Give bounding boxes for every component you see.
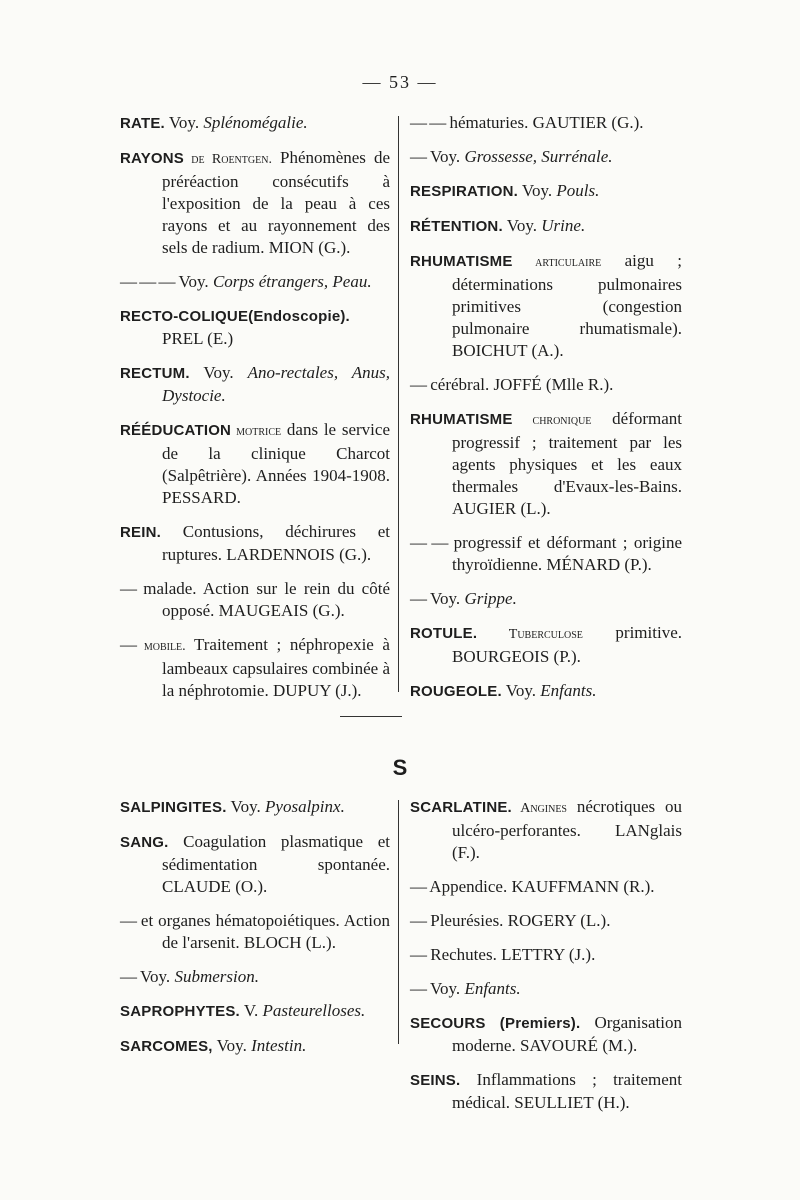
entry-text: Pleurésies. ROGERY (L.). (426, 911, 611, 930)
entry-dash: — (120, 579, 136, 598)
entry-dash: — (120, 635, 136, 654)
entry-reference: Corps étrangers, Peau. (212, 272, 372, 291)
entry-text: Voy. (502, 216, 542, 235)
index-entry (410, 532, 682, 576)
entry-headword: RAYONS (120, 150, 184, 167)
index-entry (120, 1035, 390, 1058)
entry-headword: SALPINGITES. (120, 799, 227, 816)
index-entry (410, 910, 682, 932)
index-entry (410, 978, 682, 1000)
entry-headword: RECTUM. (120, 365, 190, 382)
entry-text: primitive. BOURGEOIS (P.). (452, 623, 682, 666)
index-entry (410, 680, 682, 703)
entry-headword: RESPIRATION. (410, 183, 518, 200)
entry-headword: RÉÉDUCATION (120, 422, 232, 439)
entry-dash: — (120, 911, 136, 930)
entry-dash: — (410, 911, 426, 930)
index-entry (410, 112, 682, 134)
entry-headword: SANG. (120, 834, 169, 851)
entry-text: Voy. (212, 1036, 252, 1055)
index-entry (120, 419, 390, 509)
entry-text: Voy. (426, 147, 465, 166)
entry-dash: — — — (120, 272, 175, 291)
entry-qualifier: chronique (512, 413, 592, 428)
entry-dash: — (410, 375, 426, 394)
index-entry (120, 831, 390, 898)
entry-dash: — (410, 877, 426, 896)
entry-reference: Enfants. (540, 681, 597, 700)
index-entry (120, 634, 390, 702)
entry-headword: ROUGEOLE. (410, 683, 502, 700)
entry-text: Voy. (517, 181, 557, 200)
index-entry (410, 588, 682, 610)
entry-dash: — (120, 967, 136, 986)
index-entry (410, 408, 682, 520)
entry-reference: Ano-rectales, Anus, Dystocie. (162, 363, 390, 405)
index-entry (120, 362, 390, 407)
entry-text: Voy. (189, 363, 248, 382)
index-entry (410, 622, 682, 668)
entry-text: dans le service de la clinique Charcot (Salpêtrière). Années 1904-1908. PESSARD. (162, 420, 390, 507)
entry-headword: SAPROPHYTES. (120, 1003, 240, 1020)
entry-text: Traitement ; néphropexie à lambeaux capsulaires combinée à la néphrotomie. DUPUY (J.). (162, 635, 390, 700)
entry-text: aigu ; déterminations pulmonaires primitives (congestion pulmonaire rhumatismale). BOICHUT (A.). (452, 251, 683, 360)
entry-text: Phénomènes de préréaction consécutifs à l'exposition de la peau à ces rayons et au rayonnement des sels de radium. MION (G.). (162, 148, 390, 257)
entry-dash: — (410, 979, 426, 998)
entry-headword: RHUMATISME (410, 253, 513, 270)
entry-dash: — (410, 147, 426, 166)
entry-reference: Grossesse, Surrénale. (464, 147, 613, 166)
entry-text: Voy. (226, 797, 266, 816)
index-entry (120, 578, 390, 622)
entry-reference: Enfants. (464, 979, 521, 998)
index-entry (120, 112, 390, 135)
entry-text: Inflammations ; traitement médical. SEULLIET (H.). (452, 1070, 682, 1112)
column-divider-bottom (398, 800, 399, 1044)
entry-qualifier: Angines (511, 801, 567, 816)
index-column-r-right (410, 112, 682, 715)
index-entry (410, 250, 682, 362)
column-divider-top (398, 116, 399, 692)
entry-headword: SECOURS (Premiers). (410, 1015, 581, 1032)
entry-text: Coagulation plasmatique et sédimentation spontanée. CLAUDE (O.). (162, 832, 390, 896)
entry-text: Organisation moderne. SAVOURÉ (M.). (452, 1013, 682, 1055)
entry-dash: — (410, 945, 426, 964)
entry-text: nécrotiques ou ulcéro-perforantes. LANglais (F.). (452, 797, 682, 862)
entry-text: Voy. (164, 113, 204, 132)
entry-text: Appendice. KAUFFMANN (R.). (426, 877, 655, 896)
index-entry (410, 146, 682, 168)
entry-reference: Pouls. (556, 181, 600, 200)
section-separator (340, 716, 402, 717)
index-entry (120, 966, 390, 988)
index-entry (120, 910, 390, 954)
entry-dash: — — (410, 533, 448, 552)
entry-headword: RHUMATISME (410, 411, 513, 428)
entry-text: Voy. (426, 589, 465, 608)
index-entry (120, 521, 390, 566)
entry-reference: Pasteurelloses. (262, 1001, 366, 1020)
entry-text: déformant progressif ; traitement par les agents physiques et les eaux thermales d'Evaux-les-Bains. AUGIER (L.). (452, 409, 683, 518)
entry-text: cérébral. JOFFÉ (Mlle R.). (426, 375, 614, 394)
index-entry (410, 1069, 682, 1114)
entry-qualifier: Tuberculose (477, 627, 583, 642)
index-column-r-left (120, 112, 390, 714)
entry-dash: — — (410, 113, 446, 132)
entry-headword: RÉTENTION. (410, 218, 503, 235)
entry-text: Rechutes. LETTRY (J.). (426, 945, 596, 964)
entry-qualifier: de Roentgen. (184, 152, 272, 167)
index-entry (410, 1012, 682, 1057)
entry-headword: SEINS. (410, 1072, 461, 1089)
entry-headword: REIN. (120, 524, 162, 541)
index-entry (410, 215, 682, 238)
page-number: — 53 — (362, 72, 438, 92)
entry-text: et organes hématopoiétiques. Action de l'arsenit. BLOCH (L.). (136, 911, 390, 952)
entry-headword: RATE. (120, 115, 165, 132)
entry-reference: Grippe. (464, 589, 517, 608)
entry-text: malade. Action sur le rein du côté opposé. MAUGEAIS (G.). (136, 579, 390, 620)
entry-text: Voy. (426, 979, 465, 998)
index-entry (410, 796, 682, 864)
section-letter: S (392, 755, 408, 780)
entry-text: Voy. (174, 272, 213, 291)
index-entry (120, 271, 390, 293)
entry-text: Voy. (136, 967, 175, 986)
index-entry (120, 147, 390, 259)
entry-reference: Submersion. (174, 967, 259, 986)
index-entry (120, 1000, 390, 1023)
entry-text: Voy. (501, 681, 541, 700)
entry-qualifier: mobile. (136, 639, 186, 654)
index-entry (120, 796, 390, 819)
entry-reference: Urine. (541, 216, 586, 235)
entry-dash: — (410, 589, 426, 608)
entry-headword: SCARLATINE. (410, 799, 512, 816)
index-entry (120, 305, 390, 350)
entry-headword: SARCOMES, (120, 1038, 213, 1055)
entry-headword: ROTULE. (410, 625, 478, 642)
index-entry (410, 876, 682, 898)
index-column-s-left (120, 796, 390, 1070)
entry-text: PREL (E.) (162, 329, 234, 348)
entry-reference: Splénomégalie. (203, 113, 308, 132)
entry-qualifier: articulaire (512, 255, 602, 270)
entry-reference: Intestin. (251, 1036, 307, 1055)
entry-text: hématuries. GAUTIER (G.). (445, 113, 644, 132)
entry-text: Contusions, déchirures et ruptures. LARDENNOIS (G.). (161, 522, 390, 564)
entry-text: V. (239, 1001, 263, 1020)
entry-headword: RECTO-COLIQUE(Endoscopie). (120, 308, 350, 325)
entry-qualifier: motrice (231, 424, 282, 439)
index-column-s-right (410, 796, 682, 1126)
index-entry (410, 180, 682, 203)
entry-text: progressif et déformant ; origine thyroïdienne. MÉNARD (P.). (447, 533, 682, 574)
index-entry (410, 374, 682, 396)
entry-reference: Pyosalpinx. (265, 797, 345, 816)
index-entry (410, 944, 682, 966)
